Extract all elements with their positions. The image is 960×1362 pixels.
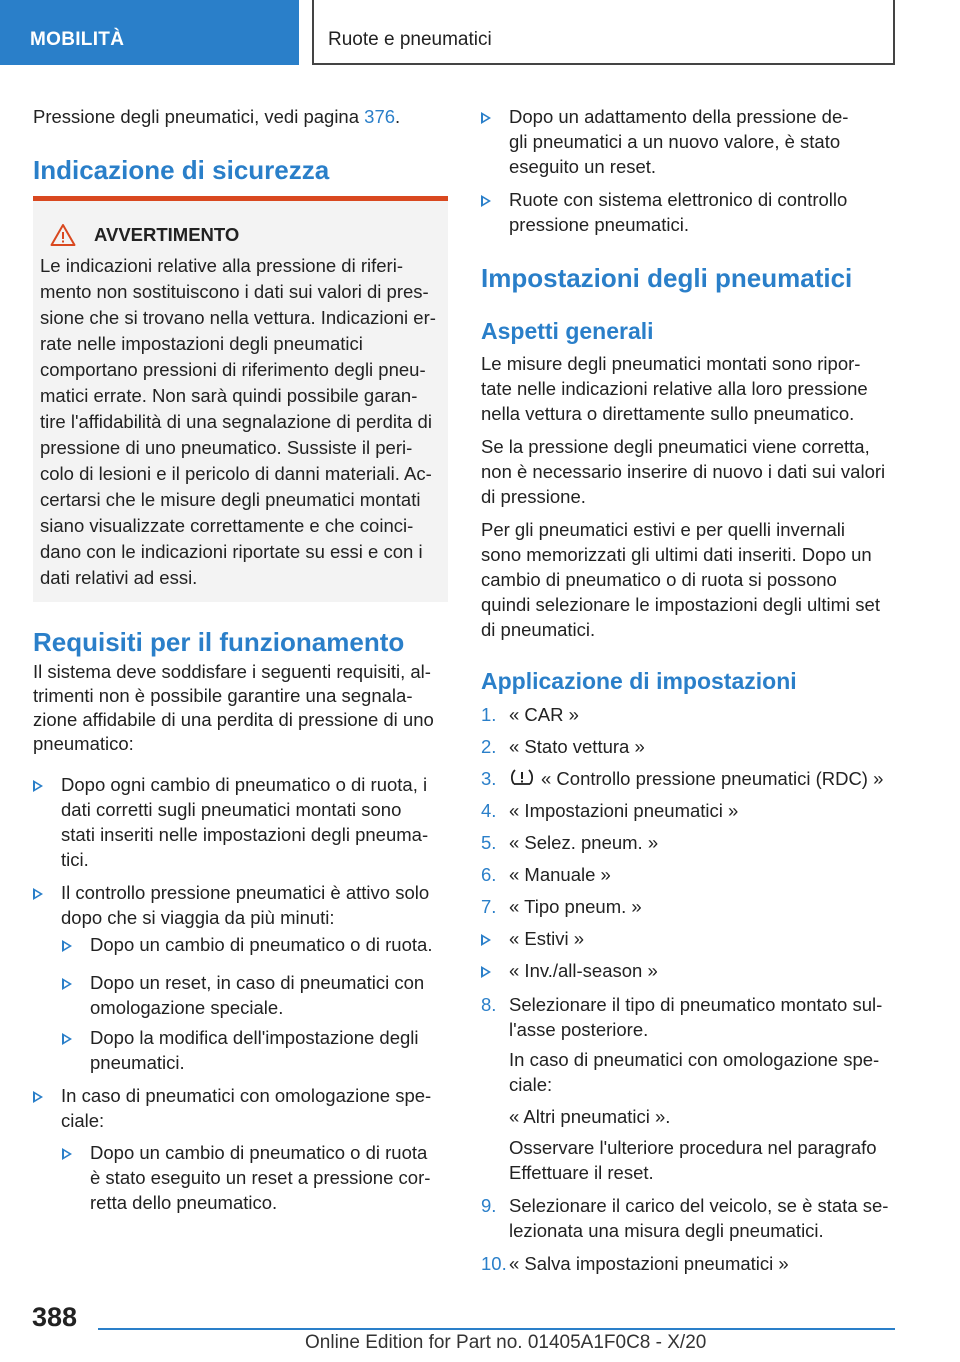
heading-requirements: Requisiti per il funzionamento bbox=[33, 627, 405, 657]
tyre-pressure-icon bbox=[509, 767, 535, 789]
paragraph: Per gli pneumatici estivi e per quelli invernali sono memorizzati gli ultimi dati inseriti. Dopo un cambio di pneumatico o di ruota si possono quindi selezionare le impostazioni degli ultimi set di pneumatici. bbox=[481, 519, 880, 640]
bullet-icon bbox=[62, 1033, 72, 1045]
paragraph: In caso di pneumatici con omologazione spe- ciale: bbox=[509, 1049, 880, 1095]
list-item: Dopo un adattamento della pressione de- gli pneumatici a un nuovo valore, è stato eseguito un reset. bbox=[452, 104, 902, 179]
list-item: 4. « Impostazioni pneumatici » bbox=[481, 800, 739, 821]
paragraph: « Altri pneumatici ». bbox=[509, 1106, 671, 1127]
bullet-icon bbox=[33, 888, 43, 900]
warning-title: AVVERTIMENTO bbox=[94, 224, 240, 245]
paragraph: Se la pressione degli pneumatici viene corretta, non è necessario inserire di nuovo i dati sui valori di pressione. bbox=[481, 436, 886, 507]
list-item: Ruote con sistema elettronico di controllo pressione pneumatici. bbox=[481, 187, 897, 237]
list-item: In caso di pneumatici con omologazione spe- ciale: bbox=[33, 1083, 448, 1133]
bullet-icon bbox=[481, 195, 491, 207]
list-item: 8. Selezionare il tipo di pneumatico montato sul- l'asse posteriore. bbox=[481, 994, 883, 1040]
bullet-icon bbox=[481, 934, 491, 946]
bullet-icon bbox=[481, 112, 491, 124]
bullet-icon bbox=[33, 780, 43, 792]
heading-general: Aspetti generali bbox=[481, 318, 654, 344]
list-item: Dopo un cambio di pneumatico o di ruota. bbox=[33, 932, 453, 957]
footer-divider bbox=[98, 1328, 895, 1330]
warning-icon bbox=[50, 223, 76, 247]
footer-edition: Online Edition for Part no. 01405A1F0C8 - X/20 bbox=[305, 1332, 707, 1353]
list-item: Il controllo pressione pneumatici è attivo solo dopo che si viaggia da più minuti: bbox=[33, 880, 448, 930]
list-item: 10. « Salva impostazioni pneumatici » bbox=[481, 1253, 789, 1274]
list-item: 7. « Tipo pneum. » bbox=[481, 896, 642, 917]
list-item: 1. « CAR » bbox=[481, 704, 579, 725]
list-item: Dopo un cambio di pneumatico o di ruota è stato eseguito un reset a pressione cor- retta dello pneumatico. bbox=[33, 1140, 453, 1215]
intro-paragraph: Pressione degli pneumatici, vedi pagina 376. bbox=[33, 106, 401, 127]
list-item: Dopo ogni cambio di pneumatico o di ruota, i dati corretti sugli pneumatici montati sono stati inseriti nelle impostazioni degli pneuma- tici. bbox=[33, 772, 448, 872]
list-item: 2. « Stato vettura » bbox=[481, 736, 645, 757]
list-item: 3. « Controllo pressione pneumatici (RDC) » bbox=[481, 768, 884, 789]
bullet-icon bbox=[62, 1148, 72, 1160]
warning-box bbox=[33, 196, 448, 602]
paragraph: Le misure degli pneumatici montati sono ripor- tate nelle indicazioni relative alla loro pressione nella vettura o direttamente sullo pneumatico. bbox=[481, 353, 868, 424]
list-item: Dopo la modifica dell'impostazione degli pneumatici. bbox=[33, 1025, 453, 1075]
list-item: 6. « Manuale » bbox=[481, 864, 611, 885]
section-tab: MOBILITÀ bbox=[0, 0, 299, 65]
page-link[interactable]: 376 bbox=[364, 106, 396, 127]
list-item: « Inv./all-season » bbox=[452, 958, 902, 983]
heading-tyre-settings: Impostazioni degli pneumatici bbox=[481, 263, 853, 293]
chapter-title: Ruote e pneumatici bbox=[312, 0, 895, 65]
list-item: 5. « Selez. pneum. » bbox=[481, 832, 659, 853]
bullet-icon bbox=[62, 978, 72, 990]
list-item: Dopo un reset, in caso di pneumatici con omologazione speciale. bbox=[33, 970, 453, 1020]
list-item: « Estivi » bbox=[452, 926, 902, 951]
requirements-paragraph: Il sistema deve soddisfare i seguenti requisiti, al- trimenti non è possibile garantire una segnala- zione affidabile di una perdita di pressione di uno pneumatico: bbox=[33, 661, 434, 754]
bullet-icon bbox=[33, 1091, 43, 1103]
heading-safety: Indicazione di sicurezza bbox=[33, 155, 330, 185]
bullet-icon bbox=[481, 966, 491, 978]
page-number: 388 bbox=[32, 1302, 78, 1332]
paragraph: Osservare l'ulteriore procedura nel paragrafo Effettuare il reset. bbox=[509, 1137, 877, 1183]
list-item: 9. Selezionare il carico del veicolo, se è stata se- lezionata una misura degli pneumatici. bbox=[481, 1195, 889, 1241]
heading-apply-settings: Applicazione di impostazioni bbox=[481, 668, 797, 694]
bullet-icon bbox=[62, 940, 72, 952]
warning-text: Le indicazioni relative alla pressione di riferi- mento non sostituiscono i dati sui valori di pres- sione che si trovano nella vettura. Indicazioni er- rate nelle impostazioni degli pneumatici comportano pressioni di riferimento degli pneu- matici errate. Non sarà quindi possibile garan- tire l'affidabilità di una segnalazione di perdita di pressione di uno pneumatico. Sussiste il peri- colo di lesioni e il pericolo di danni materiali. Ac- certarsi che le misure degli pneumatici montati siano visualizzate correttamente e che coinci- dano con le indicazioni riportate su essi e con i dati relativi ad essi. bbox=[40, 255, 436, 588]
